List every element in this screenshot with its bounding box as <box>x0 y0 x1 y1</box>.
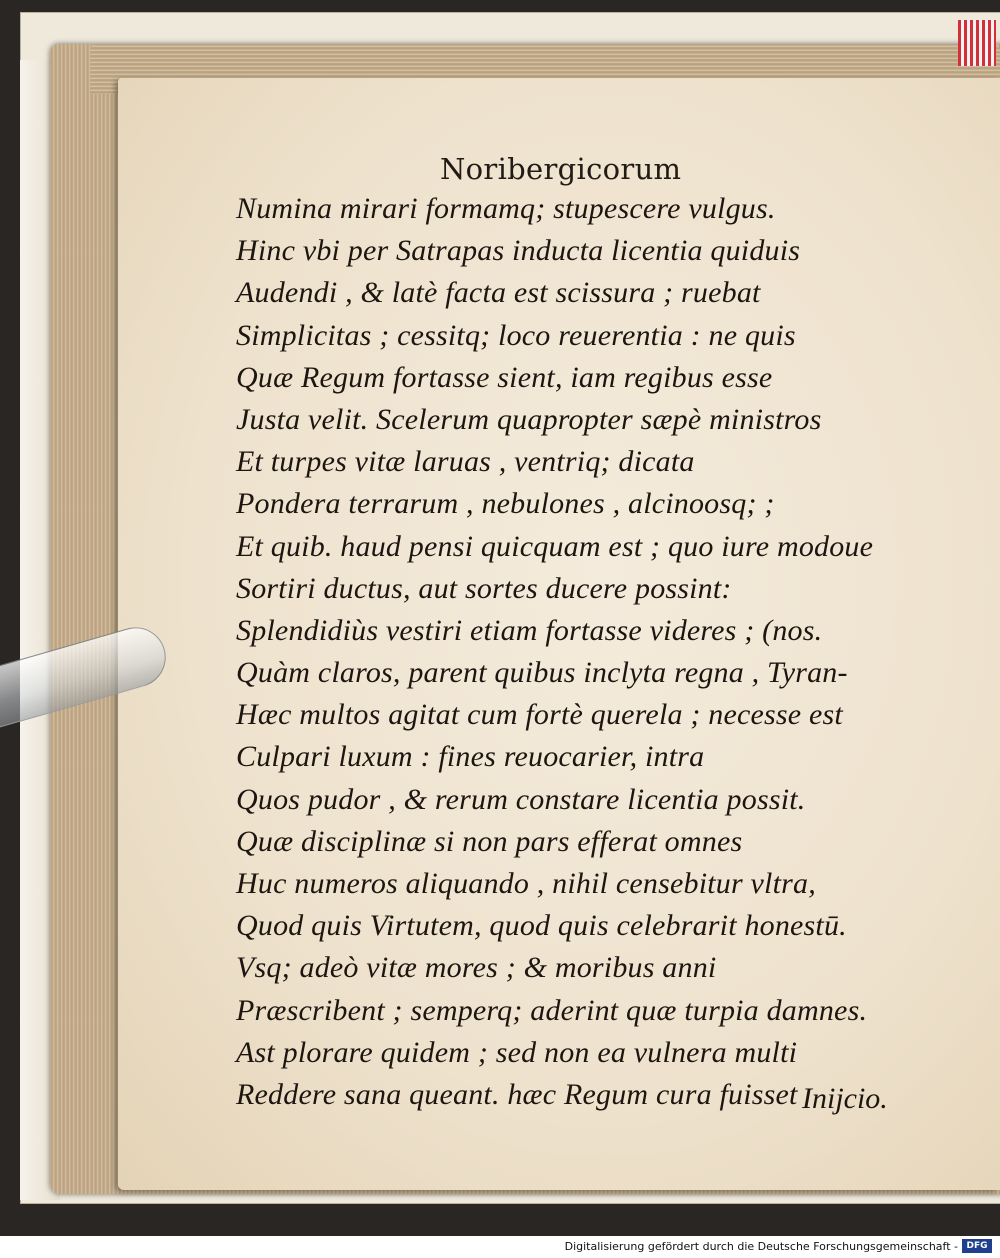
verse-line: Reddere sana queant. hæc Regum cura fuisset <box>236 1077 798 1111</box>
verse-line: Justa velit. Scelerum quapropter sæpè ministros <box>236 402 822 436</box>
verse-line: Pondera terrarum , nebulones , alcinoosq; ; <box>236 487 775 521</box>
verse-line: Quos pudor , & rerum constare licentia possit. <box>236 782 806 816</box>
running-head: Noribergicorum <box>440 152 682 186</box>
verse-line: Numina mirari formamq; stupescere vulgus. <box>236 192 776 225</box>
verse-line: Hæc multos agitat cum fortè querela ; necesse est <box>236 698 843 732</box>
verse-line: Hinc vbi per Satrapas inducta licentia quiduis <box>236 234 801 268</box>
dfg-logo-icon: DFG <box>962 1239 992 1253</box>
verse-line: Sortiri ductus, aut sortes ducere possint: <box>236 571 732 605</box>
verse-line: Huc numeros aliquando , nihil censebitur vltra, <box>236 867 816 900</box>
verse-line: Vsq; adeò vitæ mores ; & moribus anni <box>236 951 717 985</box>
verse-text <box>236 188 926 1116</box>
verse-line: Quod quis Virtutem, quod quis celebrarit honestū. <box>236 909 847 943</box>
bookmark-ribbon <box>958 20 996 66</box>
verse-line: Simplicitas ; cessitq; loco reuerentia : ne quis <box>236 318 796 352</box>
verse-line: Quàm claros, parent quibus inclyta regna , Tyran- <box>236 656 848 690</box>
verse-line: Splendidiùs vestiri etiam fortasse videres ; (nos. <box>236 613 823 647</box>
verse-line: Præscribent ; semperq; aderint quæ turpia damnes. <box>236 993 868 1027</box>
catchword: Inijcio. <box>802 1082 888 1115</box>
verse-line: Culpari luxum : fines reuocarier, intra <box>236 740 705 774</box>
footer-bar <box>0 1236 1000 1258</box>
verse-line: Quæ Regum fortasse sient, iam regibus esse <box>236 360 773 394</box>
verse-line: Et turpes vitæ laruas , ventriq; dicata <box>236 445 695 479</box>
verse-line: Audendi , & latè facta est scissura ; ruebat <box>236 276 761 310</box>
funding-credit: Digitalisierung gefördert durch die Deutsche Forschungsgemeinschaft - <box>564 1240 958 1253</box>
verse-line: Quæ disciplinæ si non pars efferat omnes <box>236 824 743 858</box>
verse-line: Ast plorare quidem ; sed non ea vulnera multi <box>236 1035 798 1069</box>
verse-line: Et quib. haud pensi quicquam est ; quo iure modoue <box>236 529 874 563</box>
